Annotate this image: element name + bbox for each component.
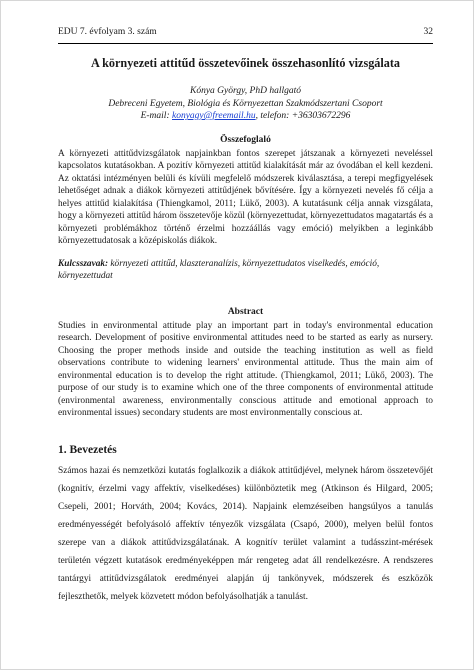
author-name: Kónya György, PhD hallgató — [190, 86, 301, 96]
author-block — [58, 85, 433, 123]
osszefoglalo-text: A környezeti attitűdvizsgálatok napjainkban fontos szerepet játszanak a környezeti neveléssel kapcsolatos kutatásokban. A pozitív környezeti attitűd kialakítását már az óvodában el kell kezdeni. Az oktatási intézményen belüli és kívüli megfelelő módszerek kiválasztása, a terepi megfigyelések lehetőséget adnak a diákok környezeti attitűdjének bővítésére. Így a környezeti nevelés fő célja a helyes attitűd kialakítása (Thiengkamol, 2011; Lükő, 2003). A kutatásunk célja annak vizsgálata, hogy a környezeti attitűd három összetevője közül (környezettudat, környezettudatos magatartás és a környezeti problémákhoz történő érzelmi hozzáállás vagy emóció) melyikben a leginkább környezettudatosak a középiskolás diákok. — [58, 148, 433, 246]
abstract-title: Abstract — [227, 306, 264, 317]
osszefoglalo-title: Összefoglaló — [220, 134, 271, 145]
article-body — [58, 56, 433, 606]
abstract-text: Studies in environmental attitude play an important part in today's environmental education research. Development of positive environmental attitudes need to be started as early as nursery. Choosing the proper methods inside and outside the teaching institution as well as field observations contribute to widening learners' environmental attitude. Thus the main aim of environmental education is to develop the right attitude. (Thiengkamol, 2011; Lükő, 2003). The purpose of our study is to examine which one of the three components of environmental attitude (environmental awareness, environmentally conscious attitude and emotional approach to environmental issues) secondary students are most environmentally conscious at. — [58, 320, 433, 418]
page-number: 32 — [423, 27, 433, 37]
journal-issue: EDU 7. évfolyam 3. szám — [58, 27, 157, 37]
keywords-list: környezeti attitűd, klaszteranalízis, környezettudatos viselkedés, emóció, környezettudat — [58, 258, 380, 281]
introduction-text: Számos hazai és nemzetközi kutatás foglalkozik a diákok attitűdjével, melynek három összetevőjét (kognitív, érzelmi vagy affektív, viselkedéses) különböztetik meg (Atkinson és Hilgard, 2005; Csepeli, 2001; Horváth, 2004; Kovács, 2014). Napjaink elemzéseiben hangsúlyos a tanulás eredményességét befolyásoló affektív tényezők vizsgálata (Csapó, 2000), melyen belül fontos szerepe van a diákok attitűdvizsgálatának. A kognitív terület valamint a tudásszint-mérések területén végzett kutatások eredményeképpen már rengeteg adat áll rendelkezésre. A rendszeres tantárgyi attitűdvizsgálatok eredményei alapján új tankönyvek, módszerek és eszközök fejleszthetők, melyek közvetett módon befolyásolhatják a tanulást. — [58, 465, 433, 602]
author-affiliation: Debreceni Egyetem, Biológia és Környezettan Szakmódszertani Csoport — [108, 98, 383, 109]
email-label: E-mail: — [140, 111, 172, 121]
phone-text: , telefon: +36303672296 — [255, 111, 351, 121]
keywords — [58, 258, 433, 283]
article-title: A környezeti attitűd összetevőinek összehasonlító vizsgálata — [90, 56, 401, 70]
introduction-heading: 1. Bevezetés — [58, 443, 117, 456]
contact-line — [58, 110, 433, 123]
keywords-label: Kulcsszavak: — [58, 258, 109, 269]
email-link[interactable]: konyagy@freemail.hu — [172, 111, 256, 121]
running-header — [58, 27, 433, 44]
